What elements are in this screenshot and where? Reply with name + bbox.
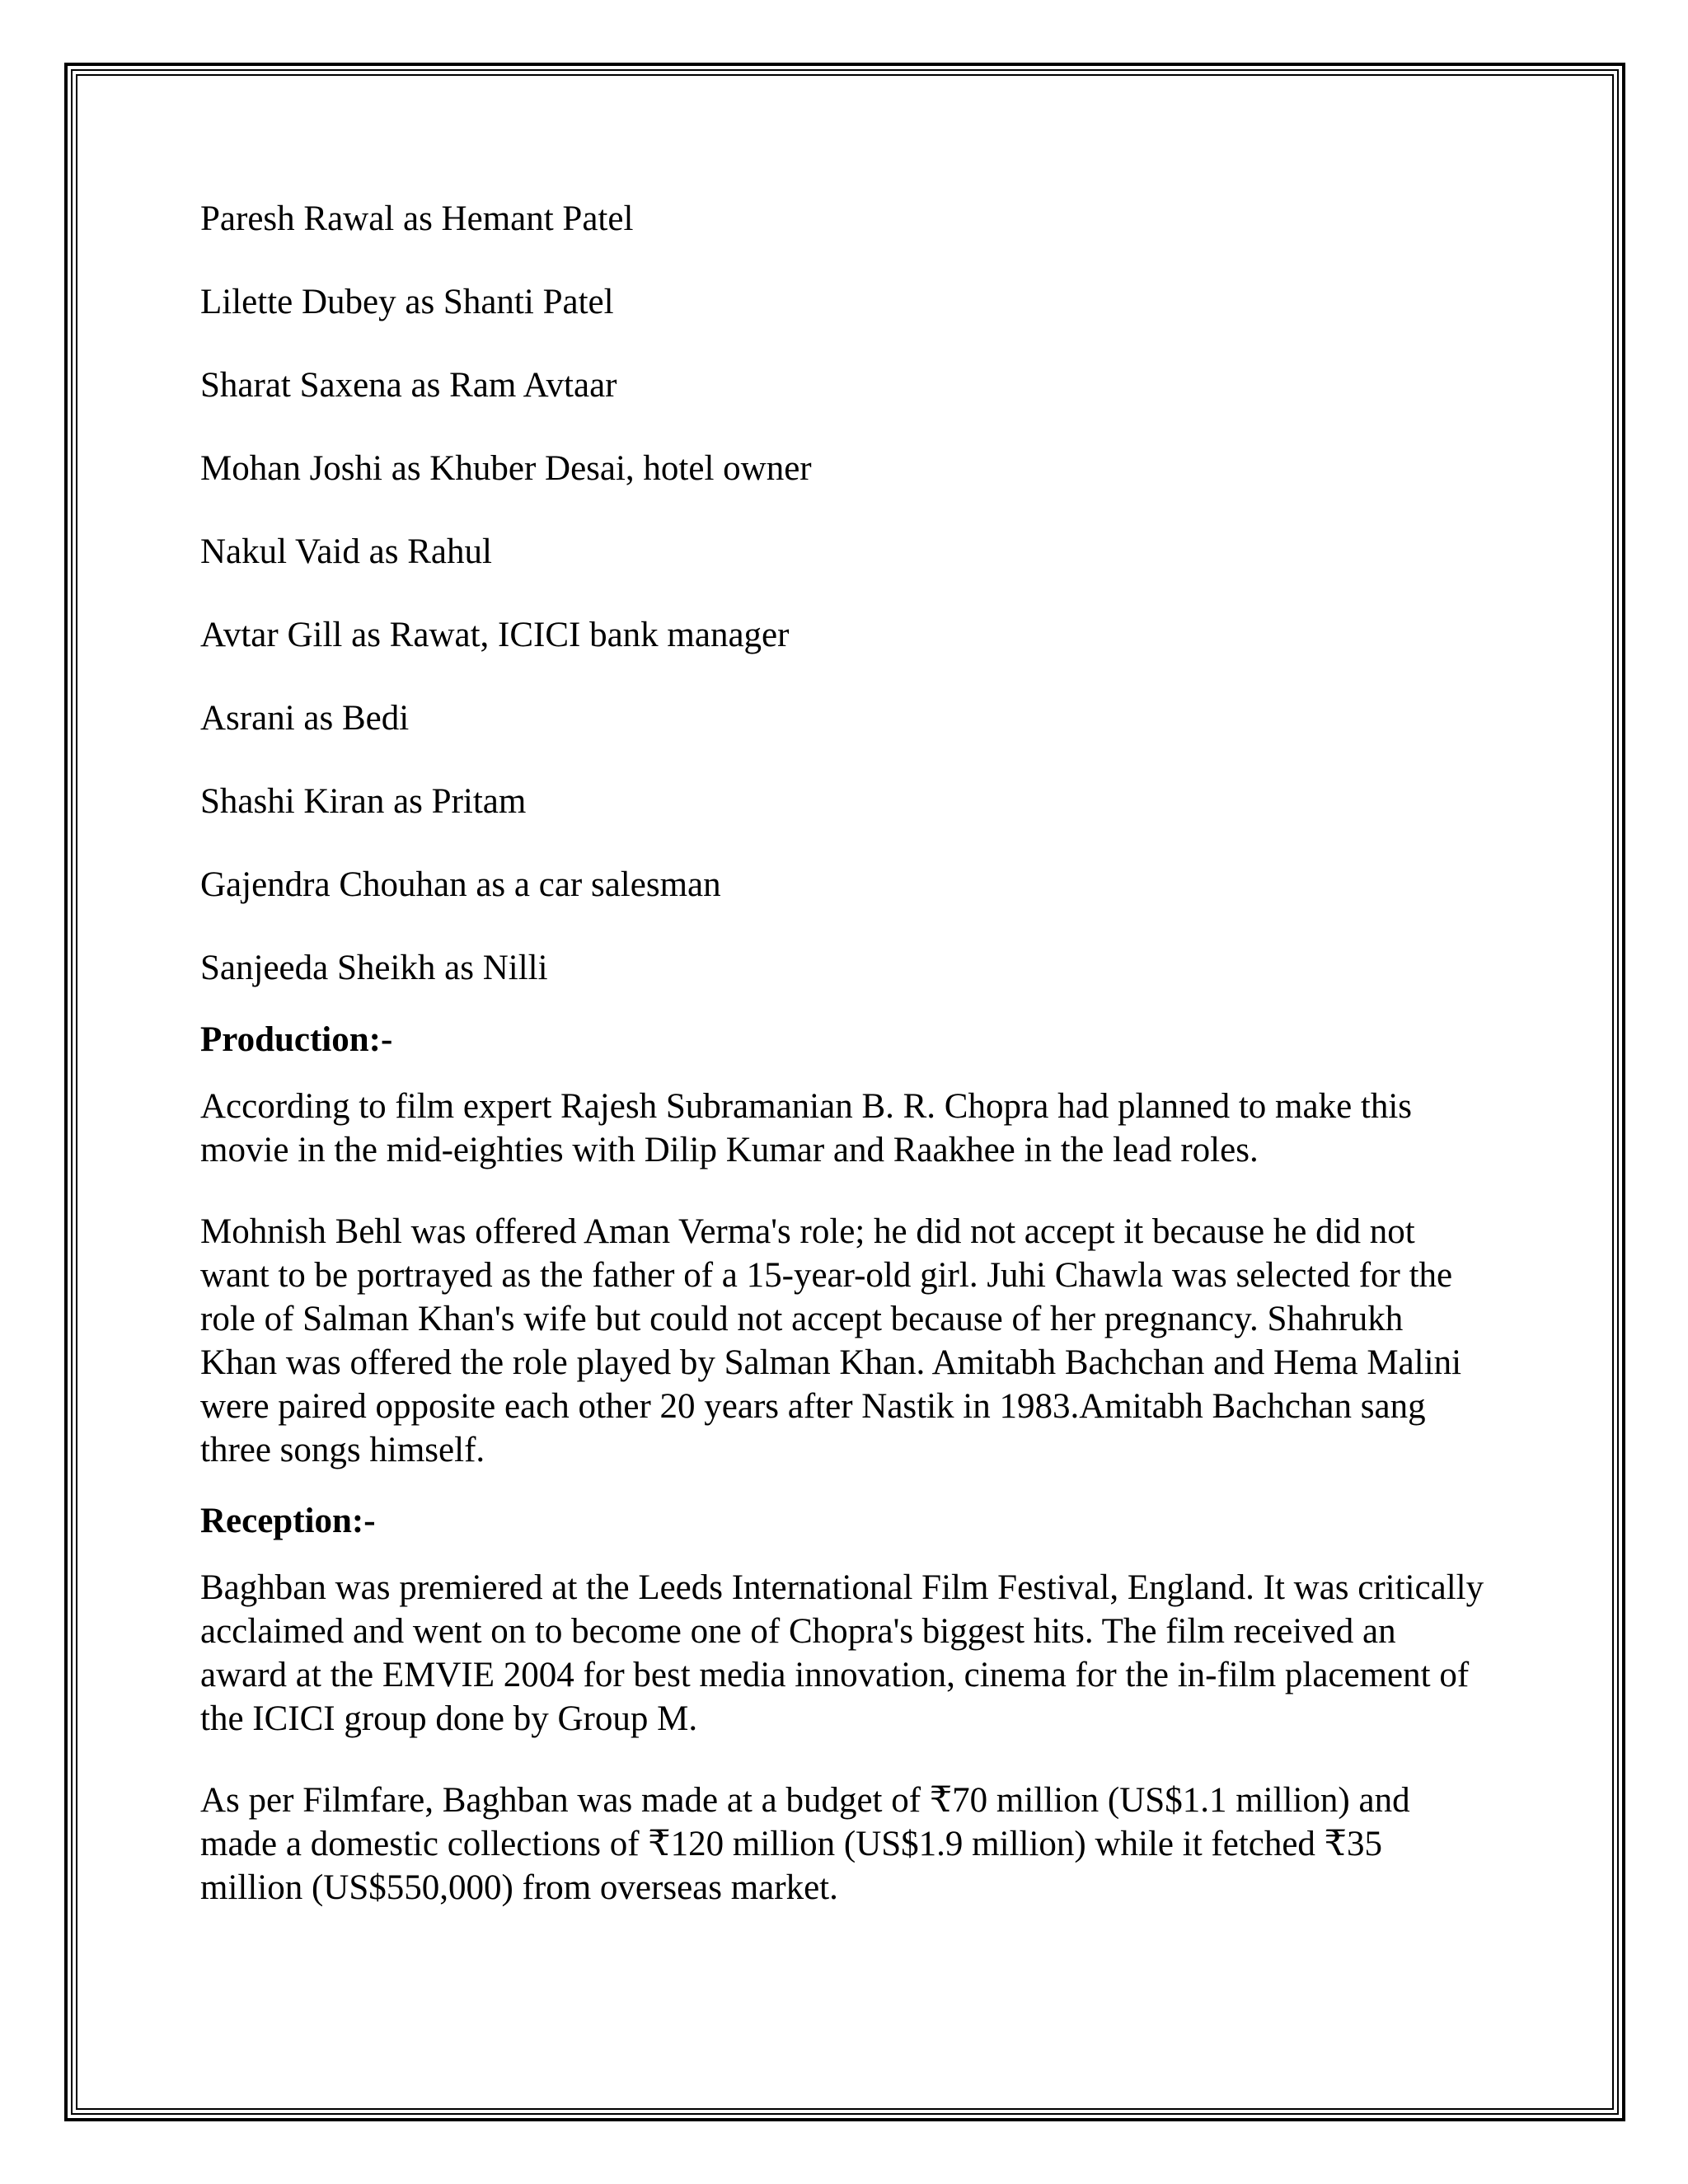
- production-paragraph: According to film expert Rajesh Subramanian B. R. Chopra had planned to make this movie in the mid-eighties with Dilip Kumar and Raakhee in the lead roles.: [200, 1087, 1413, 1169]
- cast-entry: Lilette Dubey as Shanti Patel: [200, 283, 614, 321]
- cast-entry: Paresh Rawal as Hemant Patel: [200, 199, 634, 238]
- cast-entry: Avtar Gill as Rawat, ICICI bank manager: [200, 616, 790, 654]
- cast-entry: Gajendra Chouhan as a car salesman: [200, 865, 721, 904]
- production-heading: Production:-: [200, 1020, 393, 1059]
- cast-entry: Mohan Joshi as Khuber Desai, hotel owner: [200, 449, 812, 488]
- production-section: [200, 1015, 1486, 1472]
- cast-entry: Sharat Saxena as Ram Avtaar: [200, 366, 617, 405]
- cast-list: [200, 194, 1486, 993]
- document-body: [200, 194, 1486, 1947]
- reception-paragraph: Baghban was premiered at the Leeds International Film Festival, England. It was critically acclaimed and went on to become one of Chopra's biggest hits. The film received an award at the EMVIE 2004 for best media innovation, cinema for the in-film placement of the ICICI group done by Group M.: [200, 1568, 1484, 1738]
- production-paragraph: Mohnish Behl was offered Aman Verma's role; he did not accept it because he did not want to be portrayed as the father of a 15-year-old girl. Juhi Chawla was selected for the role of Salman Khan's wife but could not accept because of her pregnancy. Shahrukh Khan was offered the role played by Salman Khan. Amitabh Bachchan and Hema Malini were paired opposite each other 20 years after Nastik in 1983.Amitabh Bachchan sang three songs himself.: [200, 1212, 1462, 1469]
- cast-entry: Shashi Kiran as Pritam: [200, 782, 527, 821]
- cast-entry: Nakul Vaid as Rahul: [200, 532, 492, 571]
- reception-paragraph: As per Filmfare, Baghban was made at a budget of ₹70 million (US$1.1 million) and made a domestic collections of ₹120 million (US$1.9 million) while it fetched ₹35 million (US$550,000) from overseas market.: [200, 1781, 1410, 1907]
- reception-heading: Reception:-: [200, 1502, 376, 1540]
- cast-entry: Sanjeeda Sheikh as Nilli: [200, 949, 548, 987]
- cast-entry: Asrani as Bedi: [200, 699, 410, 738]
- reception-section: [200, 1497, 1486, 1910]
